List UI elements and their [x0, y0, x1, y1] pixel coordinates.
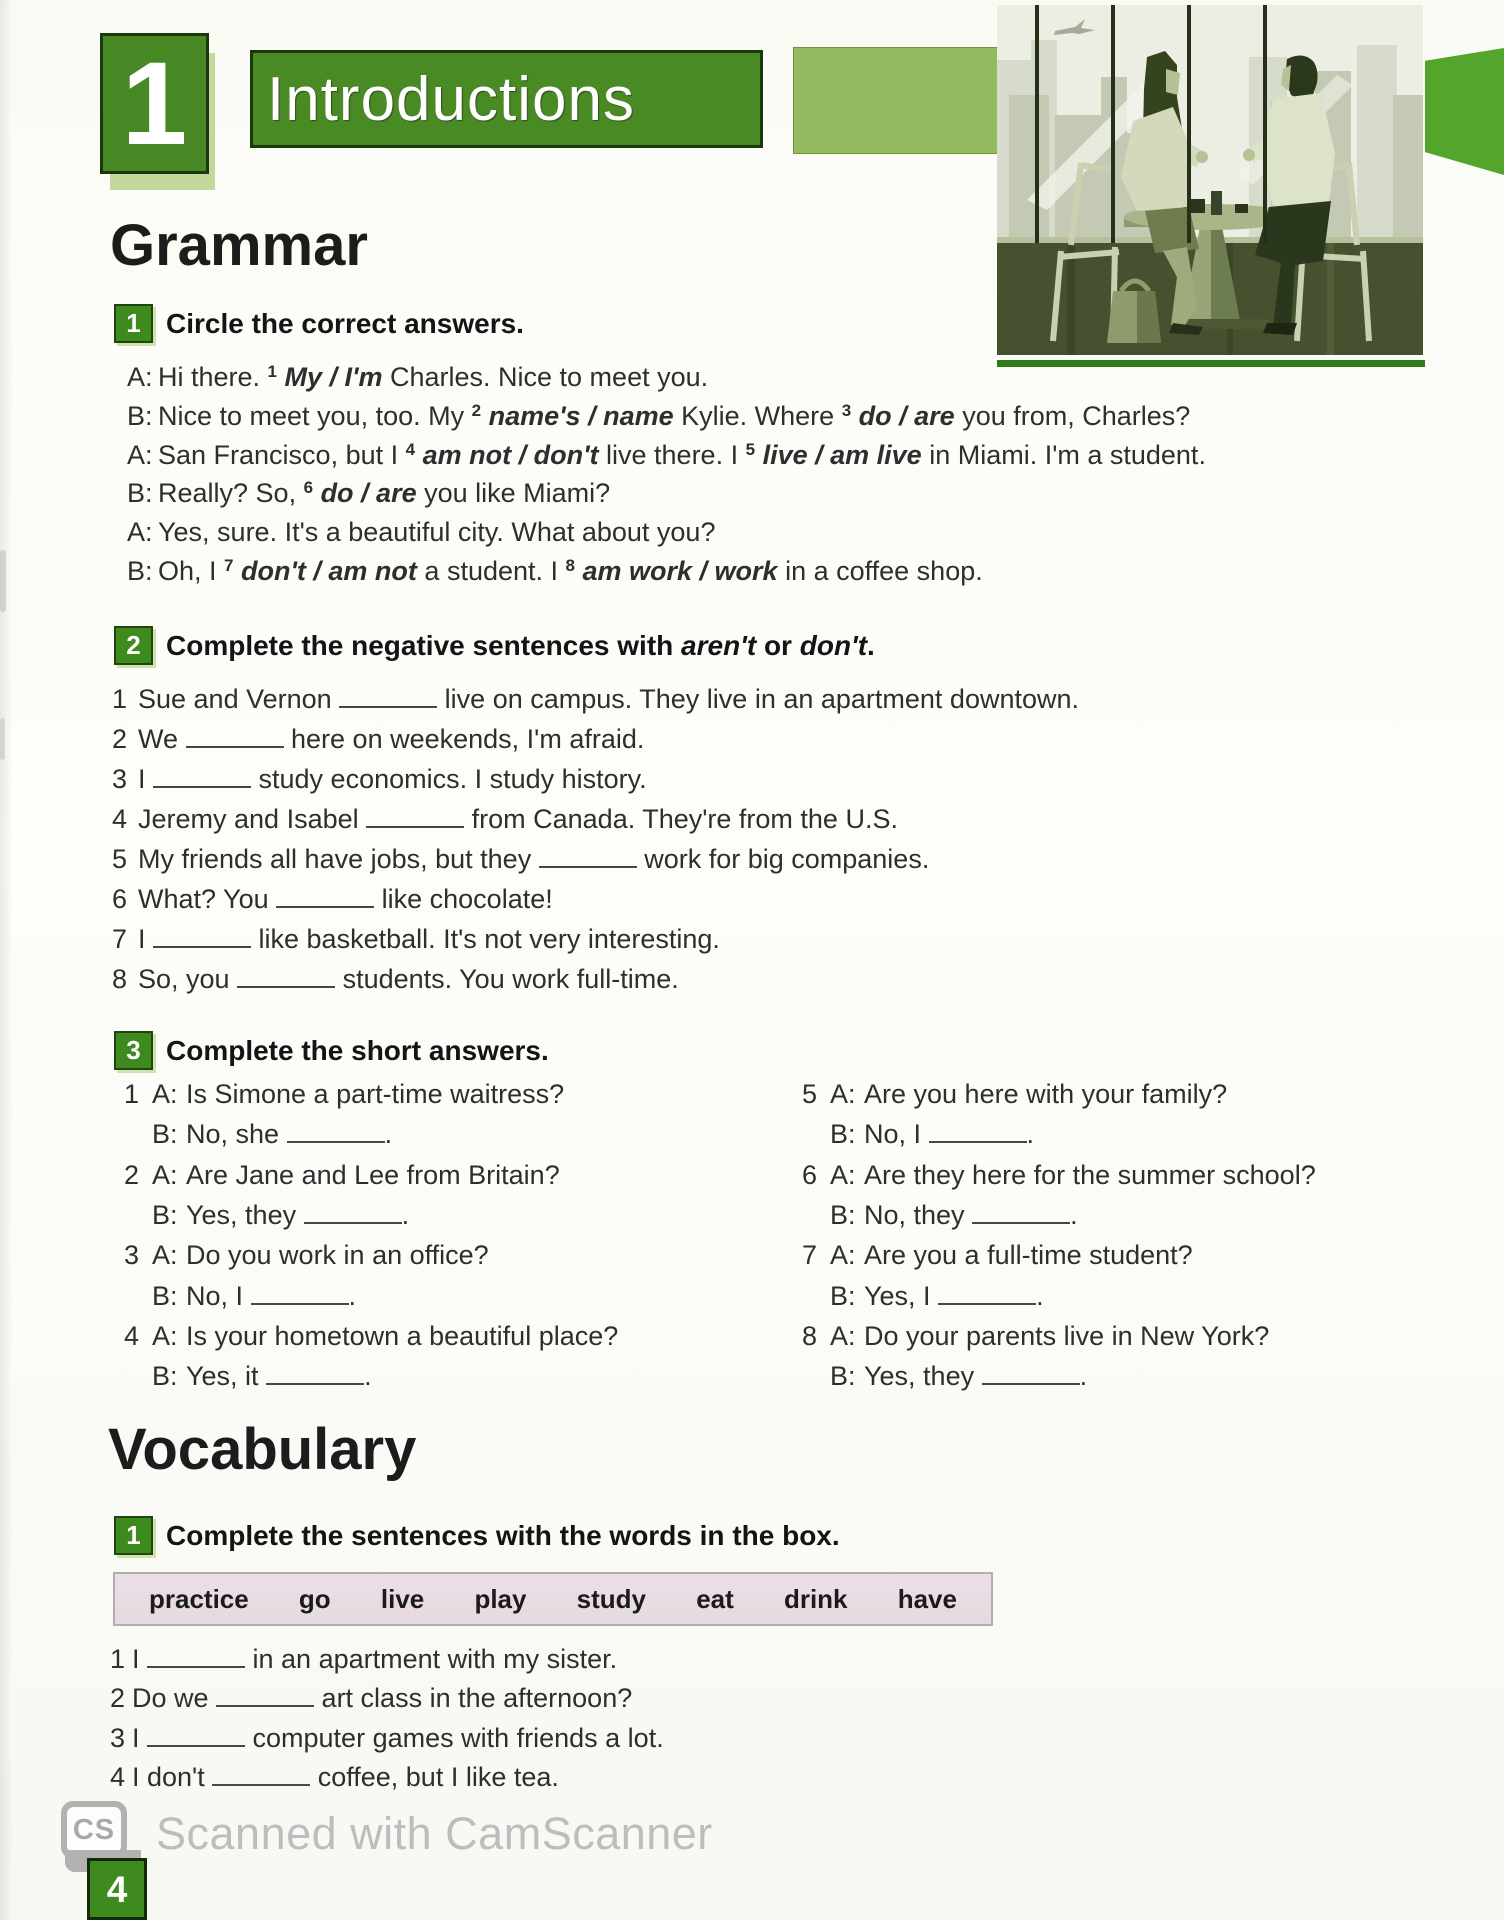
- speaker-label: B:: [152, 1199, 178, 1230]
- answer-blank[interactable]: [147, 1646, 245, 1668]
- question-text: Do you work in an office?: [186, 1240, 489, 1271]
- text-segment: Do we: [132, 1683, 217, 1714]
- unit-title-banner: Introductions: [250, 50, 763, 148]
- watermark-text: Scanned with CamScanner: [156, 1808, 713, 1859]
- text-segment: My / I'm: [284, 362, 383, 392]
- item-number: 4: [110, 1761, 126, 1792]
- text-segment: name's / name: [488, 400, 674, 431]
- text-segment: .: [384, 1119, 393, 1150]
- text-segment: do / are: [858, 400, 955, 431]
- item-number: 8: [112, 964, 128, 994]
- text-segment: .: [867, 630, 875, 661]
- text-segment: students. You work full-time.: [335, 964, 679, 994]
- choice-number: 1: [267, 362, 278, 381]
- item-number: 5: [112, 844, 128, 874]
- dialogue-line: [127, 515, 715, 549]
- item-number: 7: [112, 924, 128, 954]
- text-segment: Kylie. Where: [673, 400, 842, 431]
- text-segment: [277, 362, 285, 392]
- grammar-ex1-badge: 1: [114, 304, 153, 343]
- text-segment: Sue and Vernon: [138, 684, 340, 714]
- item-number: 2: [124, 1159, 140, 1190]
- answer-blank[interactable]: [186, 726, 284, 748]
- speaker-label: B:: [127, 400, 153, 431]
- exercise2-item: [112, 922, 720, 956]
- speaker-label: A:: [152, 1240, 178, 1271]
- text-segment: or: [756, 630, 800, 661]
- text-segment: San Francisco, but I: [158, 439, 406, 470]
- cafe-illustration: [997, 5, 1423, 355]
- speaker-label: B:: [830, 1199, 856, 1230]
- text-segment: in a coffee shop.: [777, 556, 983, 586]
- dialogue-line: [127, 360, 708, 398]
- answer-blank[interactable]: [147, 1725, 245, 1747]
- text-segment: .: [364, 1361, 372, 1392]
- answer-blank[interactable]: [237, 966, 335, 988]
- text-segment: from Canada. They're from the U.S.: [464, 804, 898, 834]
- answer-blank[interactable]: [287, 1121, 385, 1143]
- answer-blank[interactable]: [216, 1685, 314, 1707]
- unit-number-badge: 1: [100, 33, 209, 174]
- item-number: 8: [802, 1320, 818, 1351]
- word-box-word: go: [298, 1583, 331, 1614]
- answer-blank[interactable]: [153, 926, 251, 948]
- text-segment: I don't: [132, 1761, 213, 1792]
- answer-blank[interactable]: [938, 1283, 1036, 1305]
- answer-blank[interactable]: [339, 686, 437, 708]
- text-segment: aren't: [681, 630, 757, 661]
- answer-blank[interactable]: [929, 1121, 1027, 1143]
- speaker-label: A:: [830, 1159, 856, 1190]
- word-box: [113, 1572, 993, 1626]
- short-answer-question: [124, 1077, 564, 1111]
- text-segment: do / are: [320, 478, 417, 509]
- text-segment: [575, 556, 583, 586]
- speaker-label: A:: [152, 1320, 178, 1351]
- exercise2-item: [112, 842, 929, 876]
- item-number: 5: [802, 1079, 818, 1109]
- answer-prefix: No, they: [864, 1199, 973, 1230]
- speaker-label: B:: [830, 1119, 856, 1150]
- answer-blank[interactable]: [251, 1283, 349, 1305]
- text-segment: like basketball. It's not very interesting.: [251, 924, 720, 954]
- item-number: 6: [802, 1159, 818, 1190]
- text-segment: Hi there.: [158, 362, 268, 392]
- text-segment: study economics. I study history.: [251, 764, 647, 794]
- exercise2-item: [112, 802, 898, 836]
- item-number: 2: [112, 724, 128, 754]
- text-segment: .: [348, 1280, 357, 1311]
- text-segment: .: [401, 1199, 410, 1230]
- choice-number: 8: [565, 556, 575, 575]
- short-answer-response: [124, 1359, 372, 1393]
- text-segment: Oh, I: [158, 556, 225, 586]
- text-segment: We: [138, 724, 186, 754]
- speaker-label: B:: [152, 1361, 178, 1392]
- short-answer-question: [802, 1319, 1269, 1353]
- item-number: 4: [112, 804, 128, 834]
- item-number: 1: [110, 1644, 126, 1674]
- exercise2-item: [112, 762, 647, 796]
- word-box-word: eat: [696, 1583, 734, 1614]
- vocab-ex1-title: Complete the sentences with the words in the box.: [166, 1520, 840, 1551]
- word-box-word: live: [380, 1583, 425, 1614]
- text-segment: [851, 401, 859, 431]
- scan-edge-shadow: [0, 0, 13, 1920]
- item-number: 7: [802, 1240, 818, 1271]
- question-text: Is Simone a part-time waitress?: [186, 1079, 565, 1109]
- short-answer-question: [802, 1077, 1227, 1111]
- grammar-ex3-badge: 3: [114, 1031, 153, 1070]
- item-number: 1: [112, 684, 128, 714]
- vocab-ex1-badge: 1: [114, 1516, 153, 1555]
- word-box-word: practice: [149, 1583, 249, 1614]
- answer-blank[interactable]: [212, 1764, 310, 1786]
- speaker-label: A:: [152, 1079, 178, 1109]
- answer-prefix: Yes, they: [864, 1361, 982, 1392]
- text-segment: I: [138, 764, 154, 794]
- question-text: Are they here for the summer school?: [864, 1159, 1316, 1190]
- text-segment: I: [132, 1644, 148, 1674]
- question-text: Do your parents live in New York?: [864, 1320, 1270, 1351]
- speaker-label: A:: [830, 1240, 856, 1271]
- text-segment: I: [132, 1722, 148, 1753]
- question-text: Are you here with your family?: [864, 1079, 1228, 1109]
- short-answer-question: [802, 1238, 1193, 1272]
- dialogue-line: [127, 554, 983, 592]
- text-segment: am work / work: [582, 556, 778, 586]
- speaker-label: A:: [830, 1320, 856, 1351]
- answer-blank[interactable]: [972, 1202, 1070, 1224]
- word-box-word: play: [474, 1583, 527, 1614]
- text-segment: .: [1070, 1199, 1078, 1230]
- vocab-item: [110, 1681, 632, 1715]
- text-segment: Really? So,: [158, 478, 304, 509]
- vocab-item: [110, 1721, 664, 1755]
- answer-blank[interactable]: [153, 766, 251, 788]
- dialogue-line: [127, 476, 610, 514]
- choice-number: 3: [841, 400, 852, 420]
- text-segment: Nice to meet you, too. My: [158, 400, 472, 431]
- speaker-label: B:: [830, 1280, 856, 1311]
- text-segment: in an apartment with my sister.: [245, 1644, 618, 1674]
- text-segment: Complete the negative sentences with: [166, 630, 682, 661]
- short-answer-response: [802, 1198, 1078, 1232]
- vocabulary-heading: Vocabulary: [108, 1417, 417, 1482]
- text-segment: So, you: [138, 964, 238, 994]
- exercise2-item: [112, 722, 644, 756]
- answer-blank[interactable]: [539, 846, 637, 868]
- short-answer-response: [802, 1359, 1087, 1393]
- text-segment: What? You: [138, 884, 277, 914]
- camscanner-logo-letters: CS: [67, 1807, 121, 1853]
- text-segment: .: [1079, 1361, 1088, 1392]
- question-text: Are Jane and Lee from Britain?: [186, 1159, 560, 1190]
- short-answer-question: [124, 1238, 489, 1272]
- speaker-label: B:: [152, 1280, 178, 1311]
- text-segment: like chocolate!: [374, 884, 553, 914]
- question-text: Is your hometown a beautiful place?: [186, 1320, 619, 1351]
- answer-blank[interactable]: [366, 806, 464, 828]
- grammar-heading: Grammar: [110, 213, 368, 278]
- answer-prefix: Yes, I: [864, 1280, 939, 1311]
- speaker-label: B:: [152, 1119, 178, 1150]
- item-number: 3: [110, 1722, 126, 1753]
- header-green-parallelogram: [1425, 48, 1504, 175]
- text-segment: live there. I: [598, 439, 746, 470]
- text-segment: in Miami. I'm a student.: [921, 439, 1206, 470]
- grammar-ex3-title: Complete the short answers.: [166, 1035, 549, 1066]
- text-segment: Charles. Nice to meet you.: [382, 362, 709, 392]
- question-text: Are you a full-time student?: [864, 1240, 1193, 1271]
- text-segment: .: [1036, 1280, 1044, 1311]
- speaker-label: A:: [830, 1079, 856, 1109]
- short-answer-response: [802, 1117, 1034, 1151]
- text-segment: don't / am not: [241, 556, 417, 586]
- item-number: 3: [112, 764, 128, 794]
- text-segment: live / am live: [762, 439, 922, 470]
- short-answer-response: [124, 1117, 392, 1151]
- dialogue-line: [127, 438, 1206, 476]
- text-segment: you from, Charles?: [954, 400, 1191, 431]
- answer-prefix: Yes, it: [186, 1361, 267, 1392]
- exercise2-item: [112, 682, 1079, 716]
- item-number: 1: [124, 1079, 140, 1109]
- exercise2-item: [112, 962, 679, 996]
- short-answer-response: [802, 1279, 1044, 1313]
- text-segment: coffee, but I like tea.: [310, 1761, 559, 1792]
- text-segment: [234, 556, 242, 586]
- text-segment: I: [138, 924, 154, 954]
- item-number: 2: [110, 1683, 126, 1714]
- text-segment: art class in the afternoon?: [314, 1683, 633, 1714]
- choice-number: 2: [471, 400, 482, 420]
- exercise2-item: [112, 882, 553, 916]
- vocab-item: [110, 1760, 559, 1794]
- speaker-label: B:: [127, 478, 153, 509]
- text-segment: live on campus. They live in an apartment downtown.: [437, 684, 1080, 714]
- grammar-ex1-title: Circle the correct answers.: [166, 308, 524, 339]
- text-segment: .: [1026, 1119, 1035, 1150]
- text-segment: [481, 401, 489, 431]
- short-answer-response: [124, 1279, 356, 1313]
- text-segment: [755, 440, 763, 470]
- choice-number: 4: [405, 439, 416, 459]
- item-number: 4: [124, 1320, 140, 1351]
- illustration-underline: [997, 360, 1425, 367]
- choice-number: 6: [303, 478, 314, 498]
- dialogue-line: [127, 399, 1190, 437]
- text-segment: don't: [799, 630, 868, 661]
- answer-prefix: Yes, they: [186, 1199, 304, 1230]
- text-segment: [313, 478, 321, 508]
- choice-number: 7: [224, 556, 234, 575]
- word-box-word: study: [576, 1583, 646, 1614]
- text-segment: computer games with friends a lot.: [245, 1722, 664, 1753]
- speaker-label: A:: [152, 1159, 178, 1190]
- choice-number: 5: [745, 439, 756, 459]
- speaker-label: A:: [127, 517, 153, 548]
- text-segment: Yes, sure. It's a beautiful city. What about you?: [158, 517, 716, 548]
- text-segment: Jeremy and Isabel: [138, 804, 367, 834]
- text-segment: a student. I: [416, 556, 566, 586]
- vocab-item: [110, 1642, 617, 1676]
- text-segment: am not / don't: [422, 439, 599, 470]
- grammar-ex2-badge: 2: [114, 626, 153, 665]
- header-green-box: [793, 47, 999, 154]
- item-number: 6: [112, 884, 128, 914]
- answer-prefix: No, I: [864, 1119, 929, 1150]
- item-number: 3: [124, 1240, 140, 1271]
- short-answer-response: [124, 1198, 409, 1232]
- scan-smudge: [0, 718, 5, 760]
- answer-blank[interactable]: [276, 886, 374, 908]
- speaker-label: B:: [127, 556, 153, 586]
- text-segment: you like Miami?: [416, 478, 611, 509]
- speaker-label: B:: [830, 1361, 856, 1392]
- text-segment: work for big companies.: [636, 844, 930, 874]
- answer-blank[interactable]: [304, 1202, 402, 1224]
- answer-prefix: No, she: [186, 1119, 287, 1150]
- text-segment: My friends all have jobs, but they: [138, 844, 539, 874]
- short-answer-question: [802, 1158, 1316, 1192]
- text-segment: here on weekends, I'm afraid.: [283, 724, 645, 754]
- short-answer-question: [124, 1319, 618, 1353]
- answer-blank[interactable]: [266, 1363, 364, 1385]
- answer-prefix: No, I: [186, 1280, 251, 1311]
- scan-smudge: [0, 550, 6, 612]
- word-box-word: have: [897, 1583, 957, 1614]
- grammar-ex2-title: [166, 630, 875, 662]
- answer-blank[interactable]: [982, 1363, 1080, 1385]
- speaker-label: A:: [127, 439, 153, 470]
- page-number-badge: 4: [87, 1858, 147, 1920]
- word-box-word: drink: [783, 1583, 848, 1614]
- text-segment: [415, 440, 423, 470]
- speaker-label: A:: [127, 362, 153, 392]
- short-answer-question: [124, 1158, 560, 1192]
